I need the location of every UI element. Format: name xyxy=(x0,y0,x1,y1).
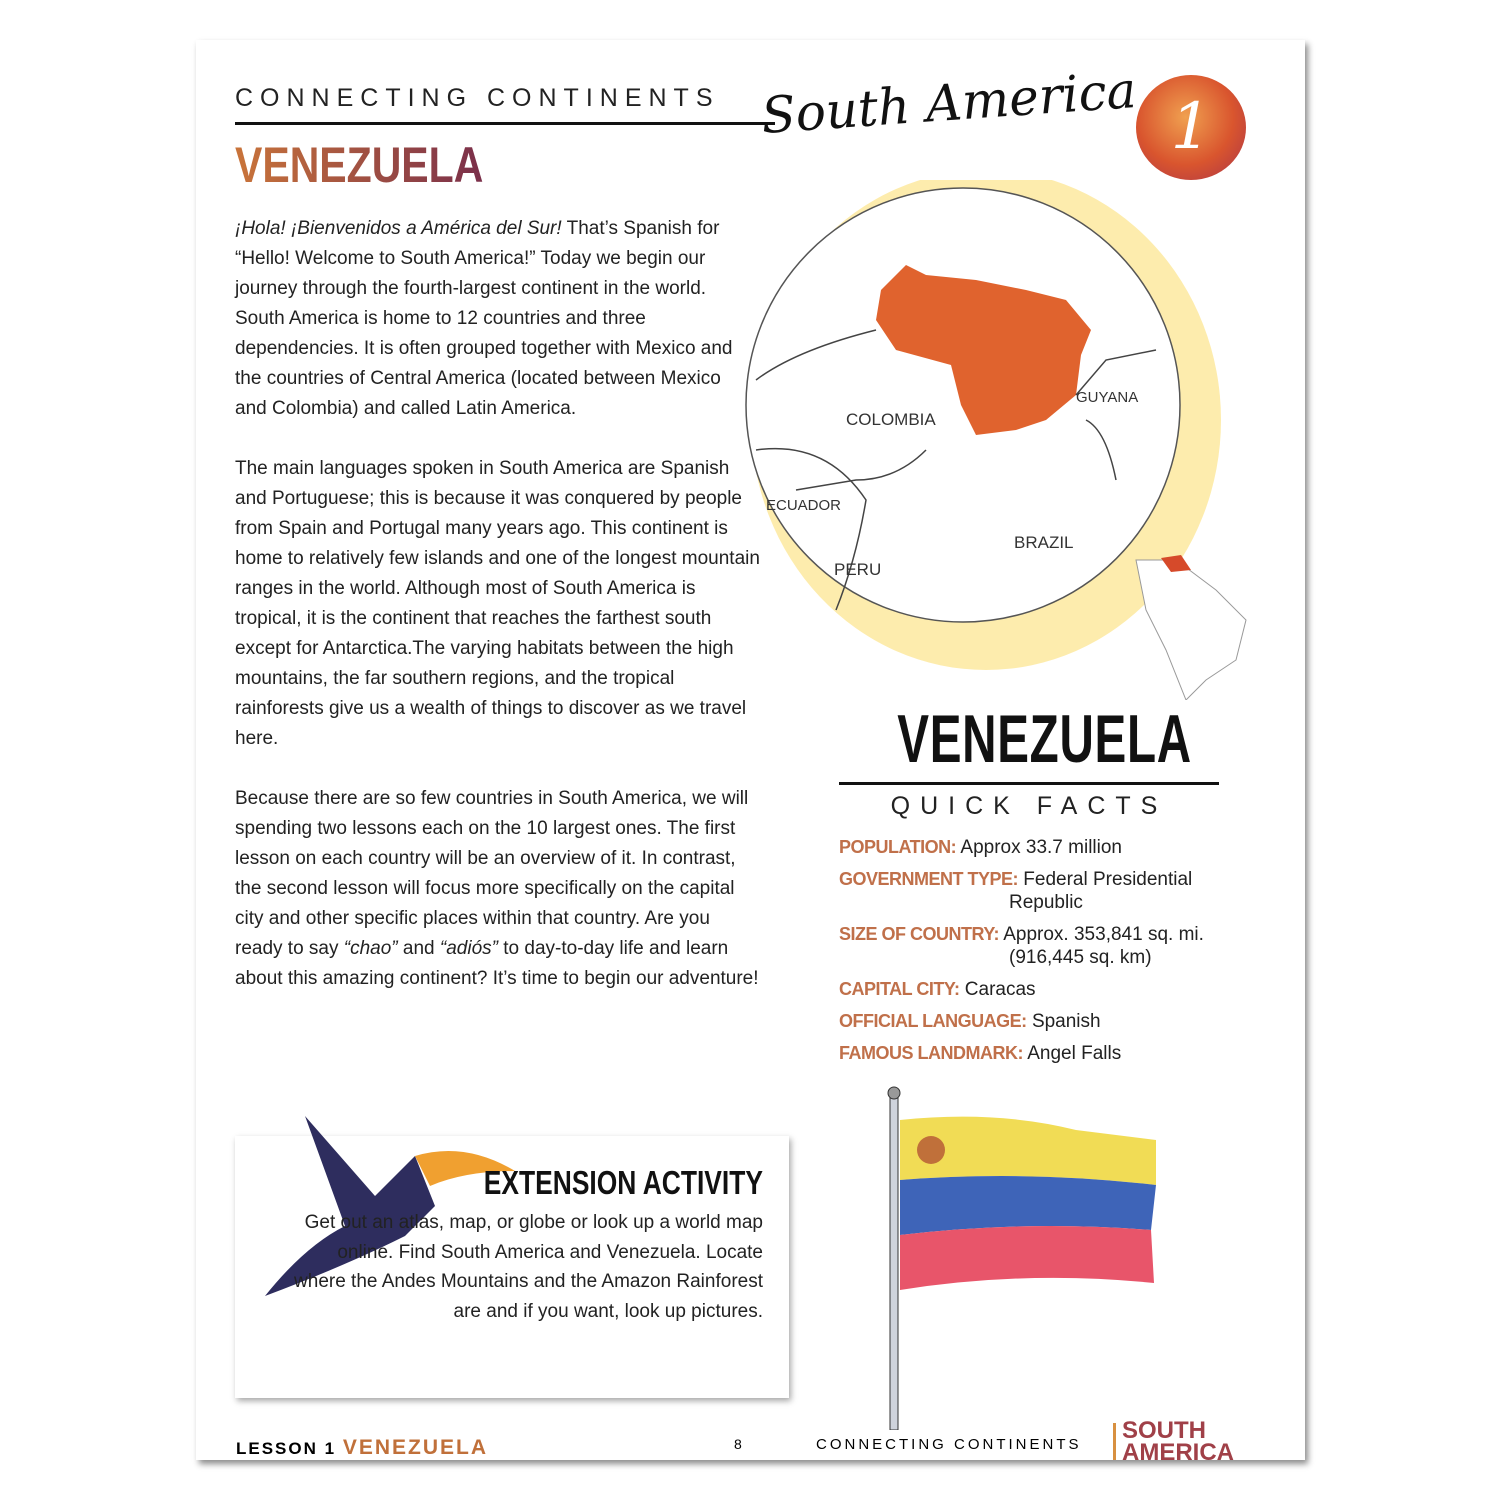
quick-facts-title: VENEZUELA xyxy=(897,701,1192,777)
coat-of-arms xyxy=(917,1136,945,1164)
fact-label: FAMOUS LANDMARK: xyxy=(839,1043,1023,1063)
chao-word: “chao” xyxy=(343,938,398,959)
intro-paragraph-3 xyxy=(235,784,760,994)
page-number: 8 xyxy=(734,1436,742,1452)
map-label-guyana: GUYANA xyxy=(1076,389,1139,406)
worksheet-page xyxy=(196,40,1305,1460)
fact-language xyxy=(839,1010,1284,1033)
map-label-brazil: BRAZIL xyxy=(1014,533,1074,552)
extension-text: Get out an atlas, map, or globe or look up a world map online. Find South America and Venezuela. Locate where the Andes Mountains and the Amazon Rainforest are and if you want, look up pictures. xyxy=(294,1212,763,1322)
fact-label: OFFICIAL LANGUAGE: xyxy=(839,1011,1027,1031)
footer-country: VENEZUELA xyxy=(342,1436,489,1459)
pole-finial xyxy=(888,1087,900,1099)
spanish-greeting: ¡Hola! ¡Bienvenidos a América del Sur! xyxy=(235,218,562,239)
flag-red-stripe xyxy=(900,1226,1154,1290)
series-title: CONNECTING CONTINENTS xyxy=(235,84,720,112)
fact-value: Angel Falls xyxy=(1027,1043,1122,1064)
brand-line-2: AMERICA xyxy=(1122,1439,1234,1460)
flag-blue-stripe xyxy=(900,1176,1156,1235)
intro-paragraph-2: The main languages spoken in South America are Spanish and Portuguese; this is because it was conquered by people from Spain and Portugal many years ago. This continent is home to relatively few islands and one of the longest mountain ranges in the world. Although most of South America is tropical, it is the continent that reaches the farthest south except for Antarctica.The varying habitats between the high mountains, the far southern regions, and the tropical rainforests give us a wealth of things to discover as we travel here. xyxy=(235,458,760,749)
fact-value: Caracas xyxy=(964,979,1036,1000)
fact-label: GOVERNMENT TYPE: xyxy=(839,869,1019,889)
paragraph-text: to day-to-day life and learn about this amazing continent? It’s time to begin our adventure! xyxy=(235,938,759,989)
fact-size xyxy=(839,923,1284,969)
continent-script-title: South America xyxy=(759,60,1139,146)
fact-value-cont: (916,445 sq. km) xyxy=(1009,947,1152,968)
quick-facts-list xyxy=(839,836,1284,1074)
south-america-minimap xyxy=(1136,560,1246,700)
footer-lesson xyxy=(236,1436,488,1460)
fact-population xyxy=(839,836,1284,859)
fact-value: Approx 33.7 million xyxy=(960,837,1122,858)
brand-line-1: SOUTH xyxy=(1122,1420,1206,1444)
lesson-number-badge: 1 xyxy=(1136,75,1246,180)
fact-capital xyxy=(839,978,1284,1001)
quick-facts-subtitle: QUICK FACTS xyxy=(890,792,1168,820)
fact-label: SIZE OF COUNTRY: xyxy=(839,924,999,944)
fact-value: Approx. 353,841 sq. mi. xyxy=(1003,924,1204,945)
footer-brand xyxy=(1122,1420,1234,1460)
extension-activity-box xyxy=(235,1136,789,1398)
fact-value-cont: Republic xyxy=(1009,892,1083,913)
fact-value: Federal Presidential xyxy=(1023,869,1193,890)
fact-label: POPULATION: xyxy=(839,837,957,857)
extension-title: EXTENSION ACTIVITY xyxy=(483,1164,763,1201)
adios-word: “adiós” xyxy=(439,938,498,959)
intro-paragraph-1 xyxy=(235,214,735,424)
venezuela-flag-illustration xyxy=(876,1085,1166,1430)
paragraph-text: and xyxy=(397,938,440,959)
map-label-ecuador: ECUADOR xyxy=(766,497,842,514)
map-label-peru: PERU xyxy=(834,560,882,579)
intro-text xyxy=(235,214,760,1024)
fact-government xyxy=(839,868,1284,914)
footer-lesson-label: LESSON 1 xyxy=(236,1439,337,1458)
quick-facts-rule xyxy=(839,782,1219,785)
fact-value: Spanish xyxy=(1031,1011,1101,1032)
header-rule xyxy=(235,122,775,125)
fact-label: CAPITAL CITY: xyxy=(839,979,960,999)
flag-pole xyxy=(890,1095,898,1430)
paragraph-text: Because there are so few countries in South America, we will spending two lessons each on the 10 largest ones. The first lesson on each country will be an overview of it. In contrast, the second lesson will focus more specifically on the capital city and other specific places within that country. Are you ready to say xyxy=(235,788,749,959)
paragraph-text: That’s Spanish for “Hello! Welcome to South America!” Today we begin our journey through the fourth-largest continent in the world. South America is home to 12 countries and three dependencies. It is often grouped together with Mexico and the countries of Central America (located between Mexico and Colombia) and called Latin America. xyxy=(235,218,733,419)
fact-landmark xyxy=(839,1042,1284,1065)
footer-divider xyxy=(1113,1423,1116,1460)
footer-series: CONNECTING CONTINENTS xyxy=(816,1436,1082,1453)
page-title: VENEZUELA xyxy=(235,137,484,193)
venezuela-map-illustration xyxy=(736,180,1286,700)
map-label-colombia: COLOMBIA xyxy=(846,410,936,429)
